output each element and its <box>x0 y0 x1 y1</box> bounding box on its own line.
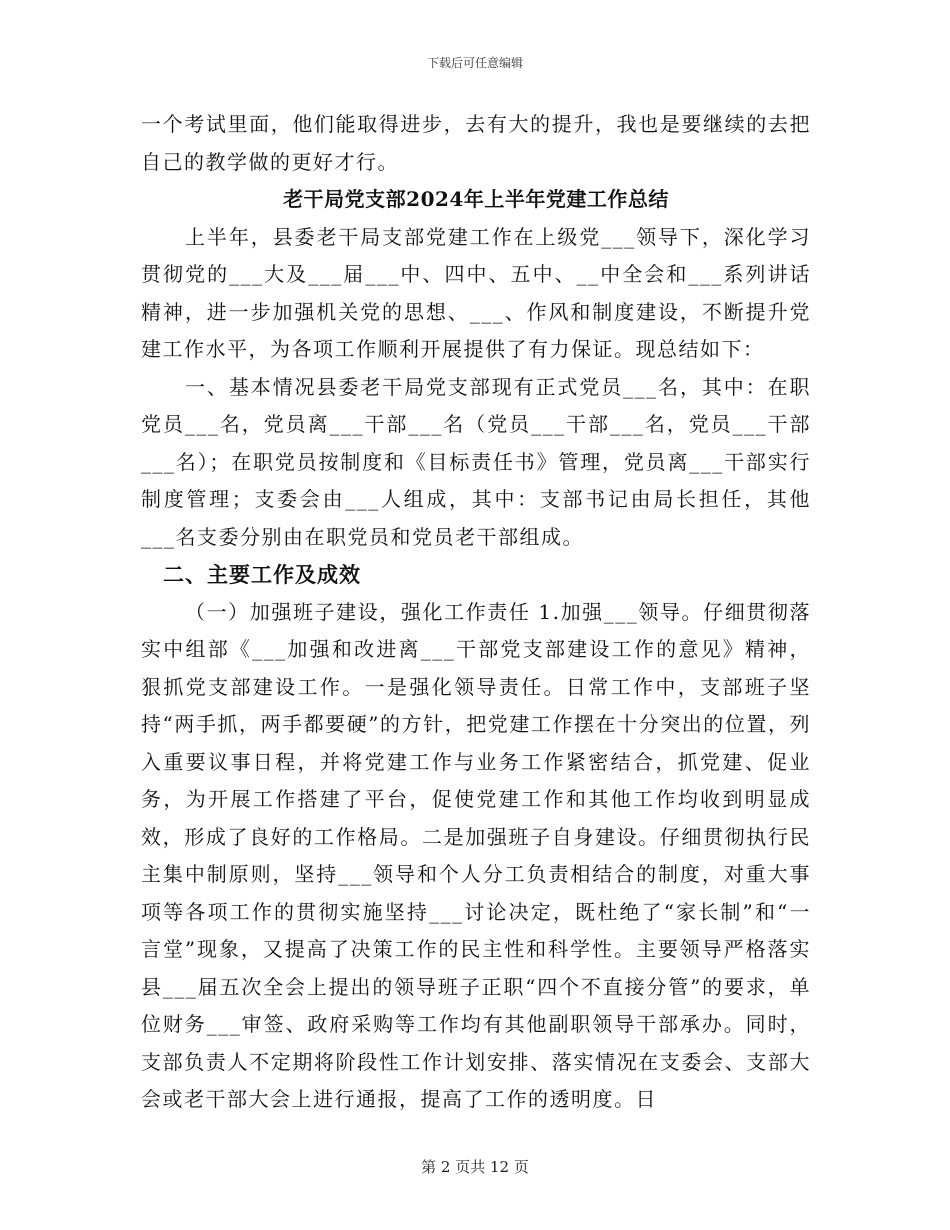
paragraph-team-building: （一）加强班子建设，强化工作责任 1.加强___领导。仔细贯彻落实中组部《___加强和改进离___干部党支部建设工作的意见》精神，狠抓党支部建设工作。一是强化领导责任。日常工作中，支部班子坚持“两手抓，两手都要硬”的方针，把党建工作摆在十分突出的位置，列入重要议事日程，并将党建工作与业务工作紧密结合，抓党建、促业务，为开展工作搭建了平台，促使党建工作和其他工作均收到明显成效，形成了良好的工作格局。二是加强班子自身建设。仔细贯彻执行民主集中制原则，坚持___领导和个人分工负责相结合的制度，对重大事项等各项工作的贯彻实施坚持___讨论决定，既杜绝了“家长制”和“一言堂”现象，又提高了决策工作的民主性和科学性。主要领导严格落实县___届五次全会上提出的领导班子正职“四个不直接分管”的要求，单位财务___审签、政府采购等工作均有其他副职领导干部承办。同时，支部负责人不定期将阶段性工作计划安排、落实情况在支委会、支部大会或老干部大会上进行通报，提高了工作的透明度。日 <box>141 599 811 1111</box>
document-body <box>141 106 811 1119</box>
section-heading-main-work: 二、主要工作及成效 <box>163 562 361 587</box>
page-header-note: 下载后可任意编辑 <box>426 56 523 70</box>
paragraph-basic-info: 一、基本情况县委老干局党支部现有正式党员___名，其中：在职党员___名，党员离___干部___名（党员___干部___名，党员___干部___名）；在职党员按制度和《目标责任书》管理，党员离___干部实行制度管理；支委会由___人组成，其中：支部书记由局长担任，其他___名支委分别由在职党员和党员老干部组成。 <box>141 374 811 549</box>
paragraph-overview: 上半年，县委老干局支部党建工作在上级党___领导下，深化学习贯彻党的___大及___届___中、四中、五中、__中全会和___系列讲话精神，进一步加强机关党的思想、___、作风和制度建设，不断提升党建工作水平，为各项工作顺利开展提供了有力保证。现总结如下： <box>141 224 811 361</box>
document-title: 老干局党支部2024年上半年党建工作总结 <box>283 187 669 211</box>
intro-paragraph: 一个考试里面，他们能取得进步，去有大的提升，我也是要继续的去把自己的教学做的更好才行。 <box>141 112 811 174</box>
page-number-footer: 第 2 页共 12 页 <box>421 1158 529 1176</box>
